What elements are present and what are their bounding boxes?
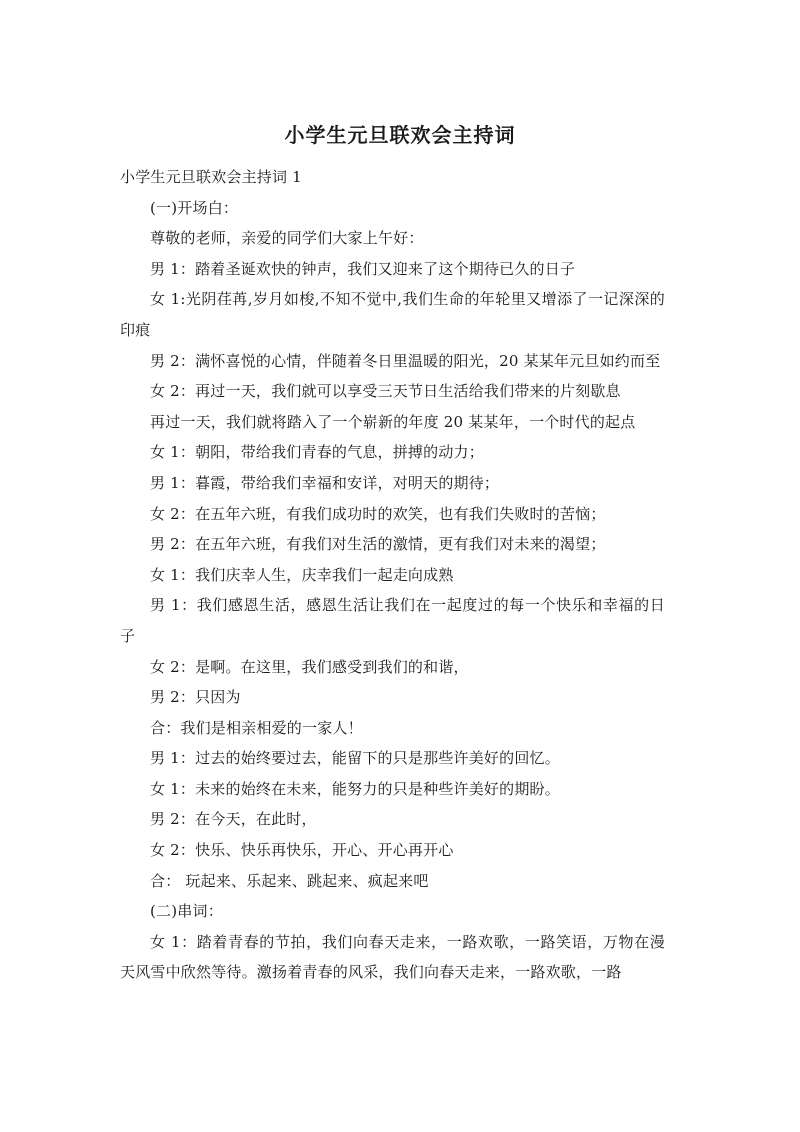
paragraph: 女 2：在五年六班，有我们成功时的欢笑，也有我们失败时的苦恼；	[150, 504, 606, 523]
paragraph: 合： 玩起来、乐起来、跳起来、疯起来吧	[150, 871, 429, 890]
paragraph: (二)串词：	[150, 902, 223, 921]
paragraph: 合：我们是相亲相爱的一家人！	[150, 718, 363, 737]
paragraph: 男 2：在五年六班，有我们对生活的激情，更有我们对未来的渴望；	[150, 535, 606, 554]
paragraph: 再过一天，我们就将踏入了一个崭新的年度 20 某某年，一个时代的起点	[150, 412, 636, 431]
paragraph: 男 1：我们感恩生活，感恩生活让我们在一起度过的每一个快乐和幸福的日子	[120, 596, 665, 645]
paragraph: 女 1:光阴荏苒,岁月如梭,不知不觉中,我们生命的年轮里又增添了一记深深的印痕	[120, 290, 665, 339]
paragraph: (一)开场白：	[150, 198, 239, 217]
paragraph: 女 2：快乐、快乐再快乐，开心、开心再开心	[150, 841, 454, 860]
section-heading: 小学生元旦联欢会主持词 1	[120, 168, 302, 186]
paragraph: 尊敬的老师，亲爱的同学们大家上午好：	[150, 229, 424, 248]
paragraph: 女 1：未来的始终在未来，能努力的只是种些许美好的期盼。	[150, 779, 560, 798]
paragraph: 男 2：在今天，在此时，	[150, 810, 317, 829]
document-body	[120, 162, 665, 988]
document-title: 小学生元旦联欢会主持词	[284, 123, 516, 147]
paragraph: 男 1：过去的始终要过去，能留下的只是那些许美好的回忆。	[150, 749, 560, 768]
paragraph: 男 1：暮霞，带给我们幸福和安详，对明天的期待；	[150, 473, 500, 492]
paragraph: 女 2：再过一天，我们就可以享受三天节日生活给我们带来的片刻歇息	[150, 382, 621, 401]
paragraph: 女 1：踏着青春的节拍，我们向春天走来，一路欢歌，一路笑语，万物在漫天风雪中欣然等待。激扬着青春的风采，我们向春天走来，一路欢歌，一路	[120, 932, 665, 982]
paragraph: 女 1：我们庆幸人生，庆幸我们一起走向成熟	[150, 565, 454, 584]
paragraph: 女 1：朝阳，带给我们青春的气息，拼搏的动力；	[150, 443, 484, 462]
paragraph: 男 2：满怀喜悦的心情，伴随着冬日里温暖的阳光，20 某某年元旦如约而至	[150, 351, 661, 370]
paragraph: 女 2：是啊。在这里，我们感受到我们的和谐，	[150, 657, 469, 676]
paragraph: 男 2：只因为	[150, 688, 241, 707]
paragraph: 男 1：踏着圣诞欢快的钟声，我们又迎来了这个期待已久的日子	[150, 259, 576, 278]
